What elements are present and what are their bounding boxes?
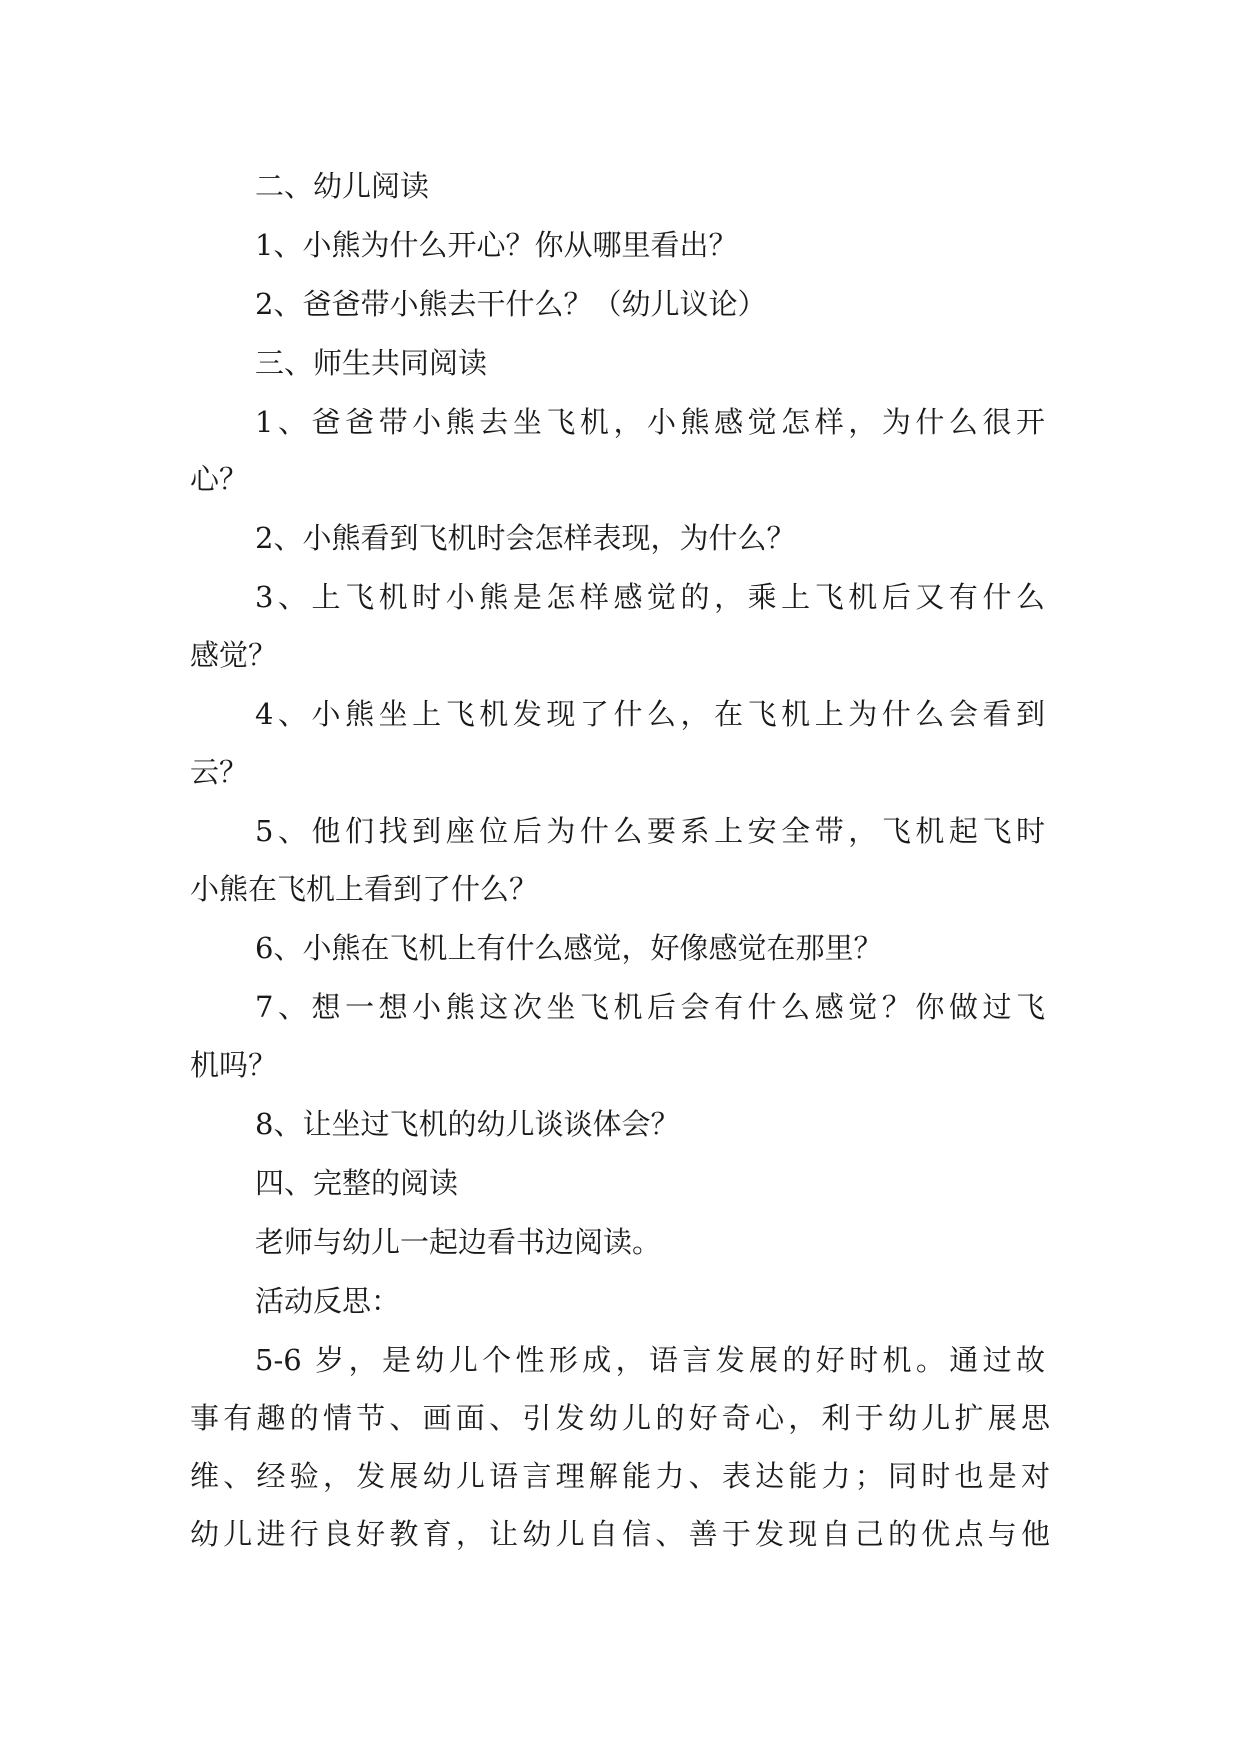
- reflection-line: 维、经验，发展幼儿语言理解能力、表达能力；同时也是对: [190, 1459, 1050, 1493]
- question-line: 5、他们找到座位后为什么要系上安全带，飞机起飞时: [255, 814, 1045, 848]
- question-line: 3、上飞机时小熊是怎样感觉的，乘上飞机后又有什么: [255, 580, 1045, 614]
- question-line: 4、小熊坐上飞机发现了什么，在飞机上为什么会看到: [255, 697, 1045, 731]
- body-line: 老师与幼儿一起边看书边阅读。: [255, 1225, 662, 1259]
- question-line: 6、小熊在飞机上有什么感觉，好像感觉在那里？: [255, 931, 883, 965]
- question-line: 2、爸爸带小熊去干什么？（幼儿议论）: [255, 287, 767, 321]
- section-heading: 二、幼儿阅读: [255, 169, 430, 203]
- question-continuation: 感觉？: [190, 638, 278, 672]
- question-continuation: 心？: [190, 462, 249, 496]
- section-heading: 三、师生共同阅读: [255, 346, 488, 380]
- question-line: 2、小熊看到飞机时会怎样表现，为什么？: [255, 521, 796, 555]
- question-line: 1、小熊为什么开心？你从哪里看出？: [255, 228, 738, 262]
- question-line: 1、爸爸带小熊去坐飞机，小熊感觉怎样，为什么很开: [255, 405, 1045, 439]
- question-line: 7、想一想小熊这次坐飞机后会有什么感觉？你做过飞: [255, 990, 1045, 1024]
- question-line: 8、让坐过飞机的幼儿谈谈体会？: [255, 1107, 680, 1141]
- question-continuation: 小熊在飞机上看到了什么？: [190, 872, 539, 906]
- reflection-line: 事有趣的情节、画面、引发幼儿的好奇心，利于幼儿扩展思: [190, 1401, 1050, 1435]
- reflection-line: 幼儿进行良好教育，让幼儿自信、善于发现自己的优点与他: [190, 1517, 1050, 1551]
- question-continuation: 云？: [190, 755, 249, 789]
- reflection-heading: 活动反思：: [255, 1284, 401, 1318]
- reflection-line: 5-6 岁，是幼儿个性形成，语言发展的好时机。通过故: [255, 1343, 1045, 1377]
- question-continuation: 机吗？: [190, 1048, 278, 1082]
- section-heading: 四、完整的阅读: [255, 1166, 459, 1200]
